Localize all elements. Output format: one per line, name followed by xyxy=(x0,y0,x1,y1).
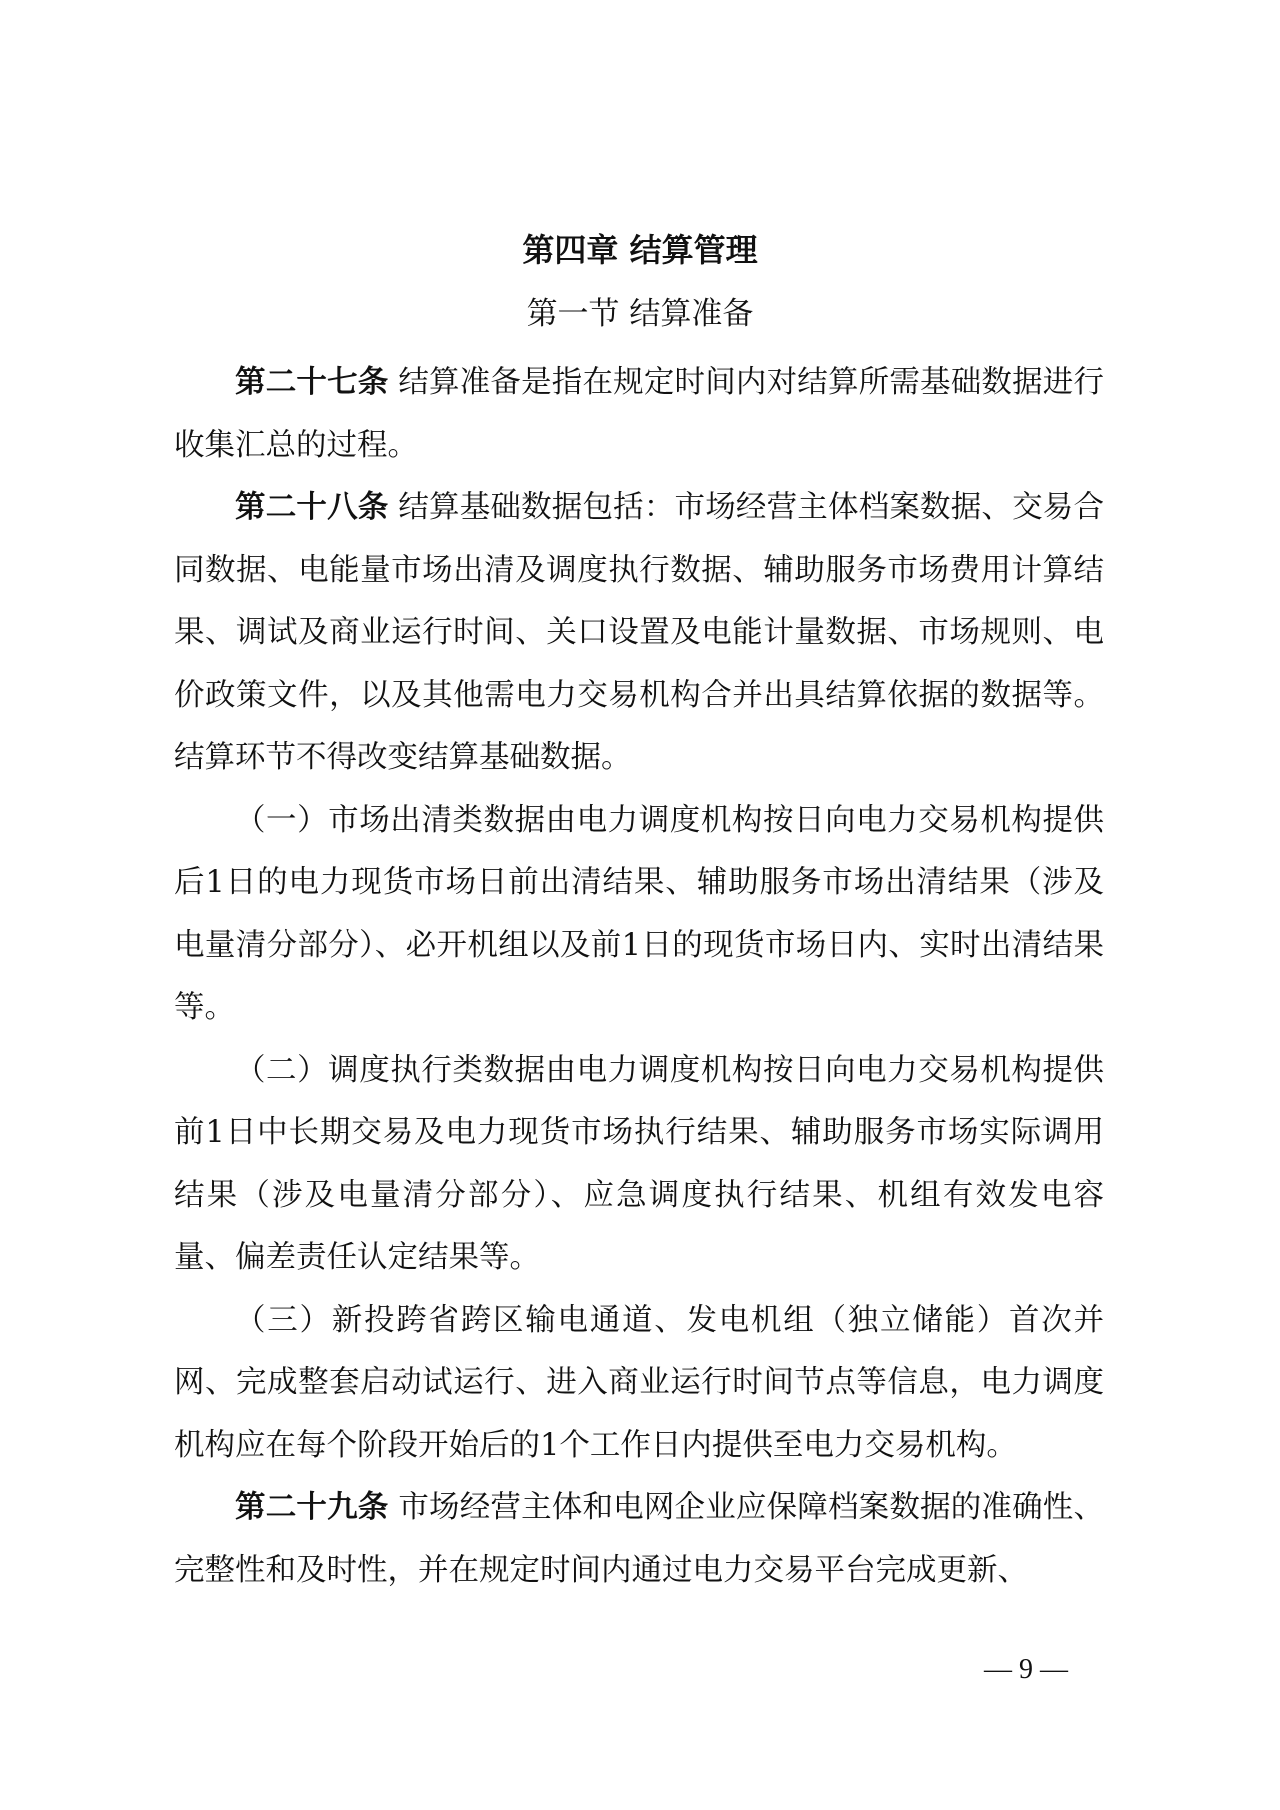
paragraph-text: 结算准备是指在规定时间内对结算所需基础数据进行收集汇总的过程。 xyxy=(174,365,1104,463)
paragraph-item-2 xyxy=(174,1040,1104,1290)
article-number: 第二十九条 xyxy=(235,1490,389,1525)
paragraph-text: （三）新投跨省跨区输电通道、发电机组（独立储能）首次并网、完成整套启动试运行、进入商业运行时间节点等信息，电力调度机构应在每个阶段开始后的1个工作日内提供至电力交易机构。 xyxy=(174,1302,1104,1463)
paragraph-text: （二）调度执行类数据由电力调度机构按日向电力交易机构提供前1日中长期交易及电力现货市场执行结果、辅助服务市场实际调用结果（涉及电量清分部分）、应急调度执行结果、机组有效发电容量、偏差责任认定结果等。 xyxy=(174,1052,1104,1275)
section-title: 第一节 结算准备 xyxy=(526,296,754,332)
chapter-title: 第四章 结算管理 xyxy=(522,231,758,269)
paragraph-text: （一）市场出清类数据由电力调度机构按日向电力交易机构提供后1日的电力现货市场日前出清结果、辅助服务市场出清结果（涉及电量清分部分）、必开机组以及前1日的现货市场日内、实时出清结果等。 xyxy=(174,802,1104,1025)
paragraph-item-3 xyxy=(174,1290,1104,1478)
paragraph-article-28 xyxy=(174,477,1104,790)
paragraph-article-27 xyxy=(174,352,1104,477)
paragraph-article-29 xyxy=(174,1477,1104,1602)
paragraph-text: 市场经营主体和电网企业应保障档案数据的准确性、完整性和及时性，并在规定时间内通过电力交易平台完成更新、 xyxy=(174,1490,1104,1588)
body-text xyxy=(174,352,1104,1602)
page-number: — 9 — xyxy=(984,1654,1068,1685)
article-number: 第二十七条 xyxy=(235,365,389,400)
paragraph-text: 结算基础数据包括：市场经营主体档案数据、交易合同数据、电能量市场出清及调度执行数据、辅助服务市场费用计算结果、调试及商业运行时间、关口设置及电能计量数据、市场规则、电价政策文件，以及其他需电力交易机构合并出具结算依据的数据等。结算环节不得改变结算基础数据。 xyxy=(174,490,1104,775)
article-number: 第二十八条 xyxy=(235,490,389,525)
paragraph-item-1 xyxy=(174,790,1104,1040)
